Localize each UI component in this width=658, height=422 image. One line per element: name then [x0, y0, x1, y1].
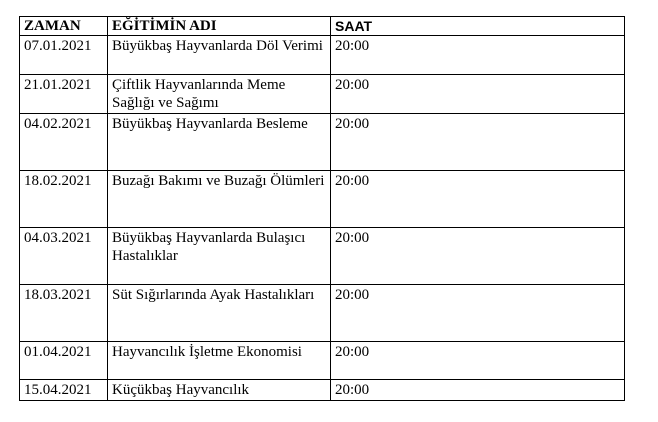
row-time: 20:00 — [331, 380, 625, 401]
row-date: 18.03.2021 — [20, 285, 108, 342]
row-training: Hayvancılık İşletme Ekonomisi — [108, 342, 331, 380]
row-time: 20:00 — [331, 36, 625, 75]
row-training: Küçükbaş Hayvancılık — [108, 380, 331, 401]
row-time: 20:00 — [331, 285, 625, 342]
row-date: 01.04.2021 — [20, 342, 108, 380]
row-training: Çiftlik Hayvanlarında Meme Sağlığı ve Sağımı — [108, 75, 331, 114]
table-row — [20, 380, 625, 401]
row-time: 20:00 — [331, 228, 625, 285]
row-time: 20:00 — [331, 75, 625, 114]
table-row — [20, 36, 625, 75]
table-row — [20, 285, 625, 342]
header-time: SAAT — [331, 17, 625, 36]
row-training: Büyükbaş Hayvanlarda Bulaşıcı Hastalıklar — [108, 228, 331, 285]
row-training: Buzağı Bakımı ve Buzağı Ölümleri — [108, 171, 331, 228]
header-date: ZAMAN — [20, 17, 108, 36]
row-date: 21.01.2021 — [20, 75, 108, 114]
row-time: 20:00 — [331, 114, 625, 171]
row-date: 15.04.2021 — [20, 380, 108, 401]
table-row — [20, 171, 625, 228]
row-time: 20:00 — [331, 171, 625, 228]
row-date: 18.02.2021 — [20, 171, 108, 228]
table-row — [20, 114, 625, 171]
row-date: 07.01.2021 — [20, 36, 108, 75]
header-training: EĞİTİMİN ADI — [108, 17, 331, 36]
table-row — [20, 75, 625, 114]
row-training: Büyükbaş Hayvanlarda Döl Verimi — [108, 36, 331, 75]
row-time: 20:00 — [331, 342, 625, 380]
row-training: Büyükbaş Hayvanlarda Besleme — [108, 114, 331, 171]
table-row — [20, 228, 625, 285]
training-schedule-table — [19, 16, 625, 401]
row-date: 04.02.2021 — [20, 114, 108, 171]
row-training: Süt Sığırlarında Ayak Hastalıkları — [108, 285, 331, 342]
row-date: 04.03.2021 — [20, 228, 108, 285]
table-header-row — [20, 17, 625, 36]
table-row — [20, 342, 625, 380]
